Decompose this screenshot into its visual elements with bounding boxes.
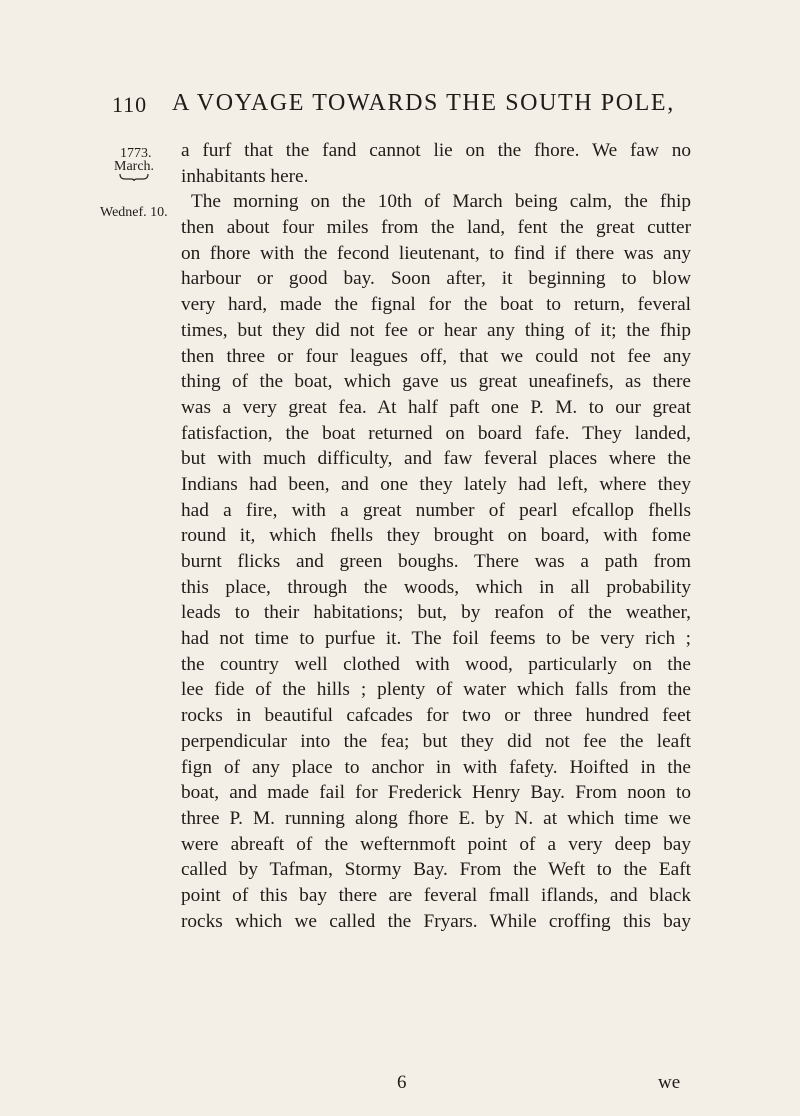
text-line: a furf that the fand cannot lie on the fhore. We faw no bbox=[181, 140, 691, 161]
text-line: boat, and made fail for Frederick Henry Bay. From noon to bbox=[181, 782, 691, 804]
text-line: had not time to purfue it. The foil feems to be very rich ; bbox=[181, 628, 691, 650]
text-line: The morning on the 10th of March being calm, the fhip bbox=[191, 191, 691, 213]
margin-note-day: Wednef. 10. bbox=[100, 205, 168, 220]
signature-mark: 6 bbox=[397, 1072, 407, 1093]
text-line: rocks in beautiful cafcades for two or three hundred feet bbox=[181, 705, 691, 727]
text-line: lee fide of the hills ; plenty of water which falls from the bbox=[181, 679, 691, 701]
text-line: Indians had been, and one they lately had left, where they bbox=[181, 473, 691, 495]
text-line: the country well clothed with wood, particularly on the bbox=[181, 653, 691, 675]
margin-brace-icon bbox=[119, 172, 149, 182]
catchword: we bbox=[658, 1072, 681, 1093]
text-line: inhabitants here. bbox=[181, 165, 309, 187]
text-line: but with much difficulty, and faw feveral places where the bbox=[181, 448, 691, 470]
page-number: 110 bbox=[112, 92, 148, 117]
text-line: very hard, made the fignal for the boat to return, feveral bbox=[181, 294, 691, 316]
text-line: harbour or good bay. Soon after, it beginning to blow bbox=[181, 268, 691, 290]
text-line: rocks which we called the Fryars. While croffing this bay bbox=[181, 910, 691, 932]
running-title: A VOYAGE TOWARDS THE SOUTH POLE, bbox=[172, 90, 675, 116]
text-line: fign of any place to anchor in with fafety. Hoifted in the bbox=[181, 756, 691, 778]
text-line: burnt flicks and green boughs. There was a path from bbox=[181, 551, 691, 572]
text-line: times, but they did not fee or hear any thing of it; the fhip bbox=[181, 319, 691, 341]
text-line: were abreaft of the wefternmoft point of a very deep bay bbox=[181, 833, 691, 855]
text-line: called by Tafman, Stormy Bay. From the Weft to the Eaft bbox=[181, 859, 691, 881]
text-line: on fhore with the fecond lieutenant, to find if there was any bbox=[181, 242, 691, 264]
text-line: had a fire, with a great number of pearl efcallop fhells bbox=[181, 499, 691, 521]
margin-note-year: 1773. bbox=[120, 146, 152, 161]
text-line: thing of the boat, which gave us great uneafinefs, as there bbox=[181, 371, 691, 393]
text-line: three P. M. running along fhore E. by N. at which time we bbox=[181, 807, 691, 829]
text-line: then three or four leagues off, that we could not fee any bbox=[181, 345, 691, 367]
text-line: this place, through the woods, which in all probability bbox=[181, 576, 691, 598]
text-line: then about four miles from the land, fent the great cutter bbox=[181, 217, 691, 239]
text-line: was a very great fea. At half paft one P. M. to our great bbox=[181, 396, 691, 418]
text-line: perpendicular into the fea; but they did not fee the leaft bbox=[181, 730, 691, 752]
text-line: point of this bay there are feveral fmall iflands, and black bbox=[181, 884, 691, 906]
margin-note-month: March. bbox=[114, 159, 155, 174]
body-text bbox=[181, 138, 691, 934]
text-line: leads to their habitations; but, by reafon of the weather, bbox=[181, 602, 691, 624]
text-line: fatisfaction, the boat returned on board fafe. They landed, bbox=[181, 422, 691, 444]
text-line: round it, which fhells they brought on board, with fome bbox=[181, 525, 691, 547]
